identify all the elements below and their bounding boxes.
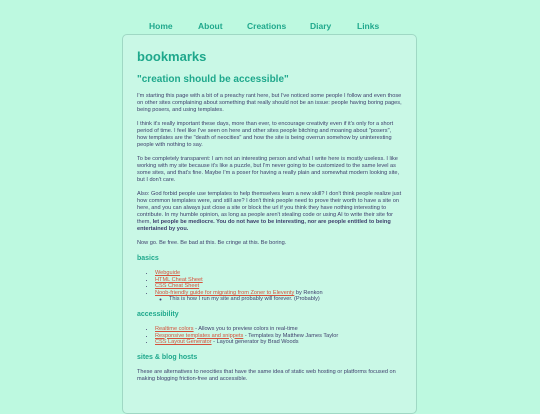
page-title: bookmarks xyxy=(137,49,207,64)
nav-creations-link[interactable]: Creations xyxy=(247,21,287,31)
paragraph-4-emphasis: let people be mediocre. You do not have to be interesting, nor are people entitled to being entertained by you. xyxy=(137,219,391,232)
intro-paragraph-5: Now go. Be free. Be bad at this. Be cringe at this. Be boring. xyxy=(137,240,287,246)
intro-paragraph-1: I'm starting this page with a bit of a preachy rant here, but I've noticed some people I follow and even those on other sites complaining about something that really should not be an issue: people having boring pages, being posers, and using templates. xyxy=(137,93,402,113)
content-panel[interactable] xyxy=(122,34,417,414)
intro-paragraph-3: To be completely transparent: I am not an interesting person and what I write here is mostly useless. I like working with my site because it's like a puzzle, but I'm never going to be customized to the same level as some sites, and that's fine. Maybe I'm a poser for having a really plain and somewhat modern looking site, but I don't care. xyxy=(137,156,400,183)
section-heading-hosts: sites & blog hosts xyxy=(137,353,198,361)
paragraph-4-text: Also: God forbid people use templates to help themselves learn a new skill? I don't think people realize just how common templates were, and still are? I don't think people need to prove their worth to have a site on here, and you can always just close a site or block the url if you think they have nothing interesting to contribute. In my humble opinion, as long as people aren't stealing code or using AI to write their site for them, xyxy=(137,191,402,225)
css-layout-generator-link[interactable]: CSS Layout Generator xyxy=(155,339,212,346)
sublist-item: ◦ This is how I run my site and probably will forever. (Probably) xyxy=(169,296,402,303)
nav-about-link[interactable]: About xyxy=(198,21,223,31)
section-heading-accessibility: accessibility xyxy=(137,310,179,318)
nav-home-link[interactable]: Home xyxy=(149,21,173,31)
list-item xyxy=(155,277,402,284)
responsive-templates-desc: - Templates by Matthew James Taylor xyxy=(243,332,339,339)
accessibility-list xyxy=(137,326,402,346)
realtime-colors-desc: - Allows you to preview colors in real-time xyxy=(193,325,298,332)
basics-list xyxy=(137,270,402,303)
css-cheat-sheet-link[interactable]: CSS Cheat Sheet xyxy=(155,283,200,290)
list-item xyxy=(155,333,402,340)
basics-sublist xyxy=(155,296,402,303)
list-item xyxy=(155,290,402,303)
list-item xyxy=(155,339,402,346)
intro-paragraph-2: I think it's really important these days, more than ever, to encourage creativity even if it's only for a short period of time. I feel like I've seen on here and other sites people bitching and moaning about "posers", how templates are the "death of neocities" and how the site is being overrun somehow by uninteresting people with nothing to say. xyxy=(137,121,394,148)
hosts-intro: These are alternatives to neocities that have the same idea of static web hosting or platforms focused on making blogging friction-free and accessible. xyxy=(137,368,396,382)
css-layout-generator-desc: - Layout generator by Brad Woods xyxy=(211,339,299,346)
list-item xyxy=(155,283,402,290)
html-cheat-sheet-link[interactable]: HTML Cheat Sheet xyxy=(155,276,203,283)
list-item xyxy=(155,270,402,277)
list-item xyxy=(155,326,402,333)
nav-links-link[interactable]: Links xyxy=(357,21,380,31)
section-heading-basics: basics xyxy=(137,255,159,262)
intro-paragraph-4 xyxy=(137,191,402,233)
realtime-colors-link[interactable]: Realtime colors xyxy=(155,325,194,332)
responsive-templates-link[interactable]: Responsive templates and snippets xyxy=(155,332,244,339)
nav-diary-link[interactable]: Diary xyxy=(310,21,332,31)
page-subtitle: "creation should be accessible" xyxy=(137,74,289,85)
eleventy-guide-author: by Renkon xyxy=(294,289,323,296)
eleventy-guide-link[interactable]: Noob-friendly guide for migrating from Zoner to Eleventy xyxy=(155,289,295,296)
webguide-link[interactable]: Webguide xyxy=(155,270,181,276)
